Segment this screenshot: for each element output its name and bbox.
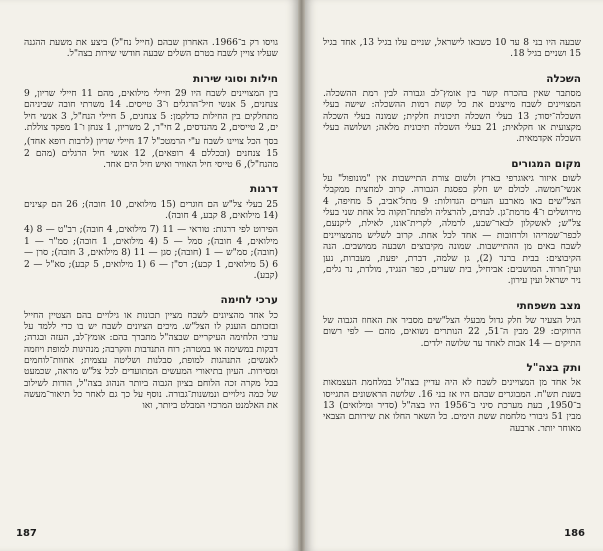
section-heading-residence: מקום המגורים: [511, 157, 581, 170]
ranks-paragraph-1: 25 בעלי צל"ש הם חוגרים (15 מילואים, 10 חובה); 26 הם קצינים (14 מילואים, 8 קבע, 4 חובה).: [24, 199, 278, 222]
right-page-text: [323, 38, 581, 438]
corps-paragraph-1: בין המצויינים לשבח היו 29 חיילי מילואים, מהם 11 חיילי שריון, 9 צנחנים, 5 אנשי חיל־הרגלים ו־3 טייסים. 14 משרתי חובה שביניהם מתחלקים בין החילות כדלקמן: 5 צנחנים, 5 חיילי הנח"ל, 3 אנשי חיל ים, 2 טייסים, 2 מהנדסים, 2 חי"ר, 2 משריון, 1 צנחן ו־1 מפקד צוללת.: [24, 89, 278, 134]
education-paragraph: מסתבר שאין בהכרח קשר בין אומץ־לב וגבורה לבין רמת ההשכלה. המצויינים לשבח מייצגים את כל קשת רמות ההשכלה: שישה בעלי השכלה־יסוד; 13 בעלי השכלה תיכונית חלקית; שמונה בעלי השכלה מקצועית או חקלאית; 21 בעלי השכלה תיכונית מלאה; ושלושה בעלי השכלה אקדמאית.: [323, 89, 582, 145]
left-intro-paragraph: גויסו רק ב־1966. האחרון שבהם (חייל נח"ל) ביצע את משעת ההגנה שעליו צויין לשבח בטרם השלים שבעה חודשי שירות בצה"ל.: [24, 38, 278, 60]
marital-status-paragraph: הגיל הצעיר של חלק גדול מבעלי הצל"שים מסביר את האחוז הגבוה של הרווקים: 29 מבין ה־51, 22 הנותרים נשואים, מהם — לפי רשום התיקים — 14 אבות לאחד עד שלושה ילדים.: [323, 315, 581, 349]
left-page: [0, 0, 298, 551]
section-heading-corps: חילות וסוגי שירות: [192, 72, 278, 85]
section-heading-combat-values: ערכי לחימה: [220, 294, 278, 307]
section-heading-education: השכלה: [546, 72, 581, 85]
combat-values-paragraph: כל אחד מהציונים לשבח מציין תכונות או גילויים בהם הצטיין החייל ובזכותם הוענק לו הצל"ש. מיכים הציונים לשבח יש בו כדי ללמד על ערכי הלחימה העיקריים שבצה"ל מתברך בהם: אומץ־לב, העזה ובגרה; דבקות במשימה או במטרה; רוח התנדבות והקרבה; מנהיגות למופת ויוזמה לאנשים; התנהגות למופת, סבלנות ושליטה עצמית; אחוות־לוחמים ומסירות. העיון בתיאורי המעשים המתועדים לכל צל"ש מראה, שכמעט בכל מקרה זכה הלוחם בציון הגבוה ביותר הנהוג בצה"ל, הודות לשילוב של כמה גילויים ונמשנות־גבורה. נוסף על כך גם לאחר כל תיאור־מעשה את האלמנט המרכזי המבלט ביותר, ואו: [24, 310, 278, 412]
right-page: [305, 0, 603, 551]
corps-paragraph-2: בסך הכל צויינו לשבח ע"י הרמטכ"ל 17 חיילי שריון (לרבות רופא אחד), 15 צנחנים (ובכללם 4 רופאים), 12 אנשי חיל הרגלים (מהם 2 מהנח"ל), 6 טייסי חיל האוויר ואיש חיל הים אחד.: [24, 137, 278, 171]
right-intro-paragraph: שבעה היו בני 8 עד 10 כשבאו לישראל, שניים עלו בגיל 13, אחד בגיל 15 ושניים בגיל 18.: [323, 38, 581, 60]
residence-paragraph: לשום איזור גיאוגרפי בארץ ולשום צורת התיישבות אין "מונופול" על אנשי־חמשה. לכולם יש חלק בפסגת הגבורה. קרוב למחצית ממקבלי הצל"שים באו מארבע הערים הגדולות: 9 מתל־אביב, 5 מחיפה, 4 מירושלים ו־4 מרמת־גן. לבתים, להרצליה ולפתח־תקוה כל אחת שני בעלי צל"ש; לאשקלון לבאר־שבע, לרמלה, לקרית־אונו, לאילת, ליקנעם, לכפר־שמריהו ולרחובות — אחד לכל אחת. קרוב לשליש מהמצויינים לשבח באים מן ההתיישבות. שמונה מקיבוצים ושבעה ממושבים. הנה הקיבוצים: בבית ברנר (2), גן שלמה, דברת, יפעת, מעברות, נען ועין־חרוד. המושבים: אביחיל, בית שערים, כפר הנגיד, מולדת, נר גלים, ניר ישראל ועין עירון.: [323, 174, 582, 287]
left-page-text: [24, 38, 278, 416]
ranks-paragraph-2: הפירוט לפי דרגות: טוראי — 11 (7 מילואים, 4 חובה); רב"ט — 8 (4 מילואים, 4 חובה); סמל — 5 (4 מילואים, 1 חובה); סמ"ר — 1 (חובה); סמ"ש — 1 (חובה); סגן — 11 (8 מילואים, 3 חובה); סרן — 6 (5 מילואים, 1 קבע); רס"ן — 6 (1 מילואים, 5 קבע); סא"ל — 2 (קבע).: [24, 225, 278, 281]
seniority-paragraph: אל אחד מן המצויינים לשבח לא היה עדיין בצה"ל במלחמת העצמאות בשנת תש"ח. המבוגרים שבהם היו אז בני 16. שלושה הראשונים התגייסו ב־1950, בעת מערכת סיני ב־1956 היו בצה"ל (סדיר ומילואים) 13 מבין 51 גיבורי מלחמת ששת הימים. כל השאר החלו את שירותם הצבאי מאוחר יותר. ארבעה: [323, 378, 582, 434]
page-number-right: 186: [564, 528, 585, 539]
page-number-left: 187: [16, 528, 37, 539]
section-heading-ranks: דרגות: [250, 183, 278, 196]
section-heading-seniority: ותק בצה"ל: [526, 361, 581, 374]
book-gutter: [298, 0, 305, 551]
section-heading-marital-status: מצב משפחתי: [516, 299, 581, 312]
